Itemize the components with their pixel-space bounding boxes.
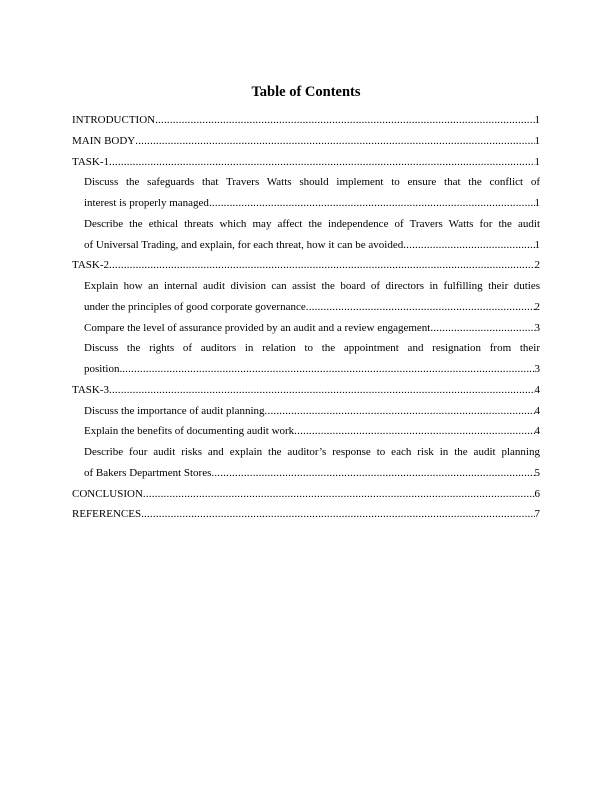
toc-entry-text-line: Describe the ethical threats which may affect the independence of Travers Watts for the audit	[84, 217, 540, 230]
toc-entry-label: interest is properly managed	[84, 197, 209, 209]
toc-entry-line	[72, 131, 540, 152]
toc-entry[interactable]	[72, 276, 540, 318]
toc-page-number: 4	[534, 383, 540, 396]
dot-leader	[109, 380, 534, 401]
toc-page-number: 7	[534, 508, 540, 521]
dot-leader	[294, 421, 534, 442]
toc-page-number: 2	[534, 259, 540, 272]
toc-entry-text-line: Explain how an internal audit division can assist the board of directors in fulfilling their duties	[84, 280, 540, 292]
toc-entry[interactable]	[72, 421, 540, 442]
toc-entry-label: TASK-3	[72, 383, 110, 396]
toc-entry-label: REFERENCES	[72, 508, 142, 521]
toc-entry[interactable]	[72, 318, 540, 339]
toc-entry[interactable]	[72, 214, 540, 256]
dot-leader	[141, 504, 534, 525]
toc-entry[interactable]	[72, 338, 540, 380]
toc-entry[interactable]	[72, 172, 540, 214]
dot-leader	[211, 463, 534, 484]
toc-page-number: 3	[534, 363, 540, 375]
toc-page-number: 6	[534, 487, 540, 500]
table-of-contents	[72, 110, 540, 525]
toc-page-number: 4	[534, 404, 540, 417]
toc-entry[interactable]	[72, 255, 540, 276]
toc-entry[interactable]	[72, 504, 540, 525]
toc-entry-line	[84, 193, 540, 214]
toc-entry-line	[84, 463, 540, 484]
toc-entry-label: Discuss the importance of audit planning	[84, 404, 265, 417]
dot-leader	[155, 110, 534, 131]
toc-entry-line	[84, 318, 540, 339]
toc-entry-line	[84, 235, 540, 256]
toc-page-number: 1	[534, 238, 540, 251]
toc-entry-line	[84, 359, 540, 380]
toc-page-number: 1	[534, 134, 540, 147]
toc-entry-line	[84, 297, 540, 318]
toc-page-number: 5	[534, 466, 540, 479]
dot-leader	[109, 152, 534, 173]
dot-leader	[122, 359, 534, 380]
dot-leader	[306, 297, 535, 318]
toc-page-number: 2	[534, 300, 540, 313]
toc-page-number: 4	[534, 425, 540, 438]
dot-leader	[403, 235, 534, 256]
toc-entry-text-line: Describe four audit risks and explain the auditor’s response to each risk in the audit planning	[84, 446, 540, 458]
toc-entry-line	[72, 380, 540, 401]
toc-page-number: 3	[534, 321, 540, 334]
toc-entry[interactable]	[72, 131, 540, 152]
toc-entry-label: under the principles of good corporate governance	[84, 300, 306, 313]
toc-entry-line	[72, 504, 540, 525]
toc-entry-line	[72, 110, 540, 131]
toc-entry-text-line: Discuss the rights of auditors in relation to the appointment and resignation from their	[84, 342, 540, 355]
toc-entry-label: MAIN BODY	[72, 134, 136, 147]
dot-leader	[143, 484, 535, 505]
toc-entry-label: CONCLUSION	[72, 487, 143, 500]
toc-entry-line	[72, 255, 540, 276]
toc-entry-line	[84, 421, 540, 442]
toc-entry-line	[72, 152, 540, 173]
dot-leader	[265, 401, 535, 422]
toc-page-number: 1	[534, 155, 540, 168]
toc-title: Table of Contents	[251, 84, 361, 100]
toc-entry[interactable]	[72, 380, 540, 401]
toc-entry-label: Explain the benefits of documenting audit work	[84, 425, 295, 438]
dot-leader	[209, 193, 535, 214]
toc-entry-label: TASK-2	[72, 259, 110, 272]
dot-leader	[109, 255, 534, 276]
toc-entry-label: Compare the level of assurance provided by an audit and a review engagement	[84, 321, 431, 334]
toc-entry[interactable]	[72, 442, 540, 484]
toc-entry[interactable]	[72, 152, 540, 173]
toc-entry-label: position.	[84, 363, 123, 375]
toc-entry-label: of Universal Trading, and explain, for each threat, how it can be avoided	[84, 238, 404, 251]
toc-entry-label: INTRODUCTION	[72, 114, 156, 126]
toc-entry[interactable]	[72, 401, 540, 422]
toc-entry-text-line: Discuss the safeguards that Travers Watts should implement to ensure that the conflict of	[84, 176, 540, 189]
toc-entry[interactable]	[72, 484, 540, 505]
toc-page-number: 1	[534, 114, 540, 126]
toc-entry-line	[84, 401, 540, 422]
dot-leader	[135, 131, 534, 152]
toc-entry[interactable]	[72, 110, 540, 131]
dot-leader	[430, 318, 534, 339]
toc-entry-line	[72, 484, 540, 505]
toc-page-number: 1	[534, 197, 540, 209]
toc-entry-label: TASK-1	[72, 155, 110, 168]
toc-entry-label: of Bakers Department Stores	[84, 466, 212, 479]
